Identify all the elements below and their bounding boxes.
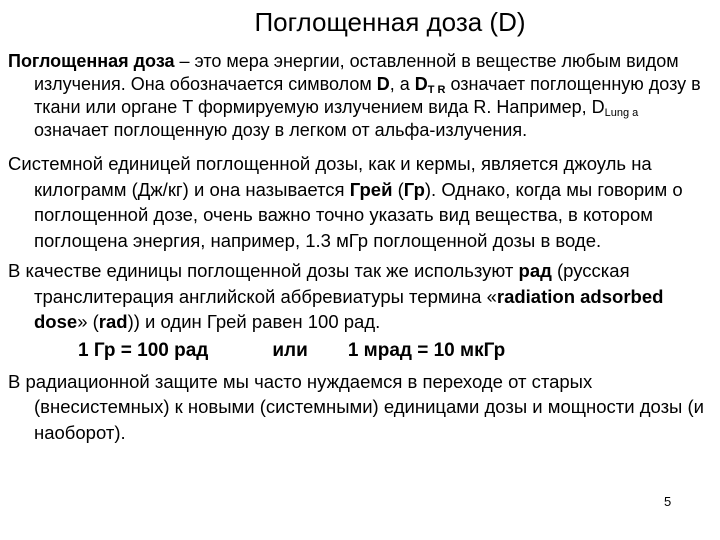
paragraph-rad [8,258,714,335]
slide-title: Поглощенная доза (D) [254,7,526,37]
formula-right: 1 мрад = 10 мкГр [347,339,506,361]
text: » ( [77,311,99,332]
text: означает поглощенную дозу в ткани или органе T формируемую излучением вида R. Например, D [34,74,701,117]
text: )) и один Грей равен 100 рад. [127,311,381,332]
text: ). Однако, когда мы говорим о поглощенной дозе, очень важно точно указать вид вещества, в котором поглощена энергия, например, 1.3 мГр поглощенной дозы в воде. [34,178,683,251]
term-gray-abbr: Гр [403,178,425,200]
text: – это мера энергии, оставленной в веществе любым видом излучения. Она обозначается символом [34,51,679,94]
symbol-dtr [415,74,446,94]
formula-left: 1 Гр = 100 рад [78,339,209,361]
symbol-dtr-subscript: T R [427,84,446,96]
term-rad: рад [518,260,552,281]
paragraph-si-unit [8,151,714,253]
text: ( [392,178,404,200]
slide-body [8,50,714,447]
lung-subscript: Lung a [604,107,639,119]
text: (русская транслитерация английской аббревиатуры термина « [34,260,630,307]
text: означает поглощенную дозу в легком от альфа-излучения. [34,120,528,140]
term-radiation-adsorbed-dose: radiation adsorbed dose [34,285,664,332]
text: В качестве единицы поглощенной дозы так же используют [8,260,519,281]
text: Системной единицей поглощенной дозы, как и кермы, является джоуль на килограмм (Дж/кг) и она называется [8,153,652,200]
unit-conversion-formula [8,338,714,363]
paragraph-radiation-protection: В радиационной защите мы часто нуждаемся в переходе от старых (внесистемных) к новыми (системными) единицами дозы и мощности дозы (и наоборот). [8,370,704,443]
term-gray: Грей [349,178,393,200]
term-rad-en: rad [98,311,128,332]
term-absorbed-dose: Поглощенная доза [8,51,175,71]
page-number: 5 [664,494,672,509]
formula-middle: или [272,339,308,361]
text: , а [389,74,415,94]
symbol-dtr-main: D [414,74,428,94]
symbol-d: D [376,74,390,94]
paragraph-definition [8,50,714,142]
